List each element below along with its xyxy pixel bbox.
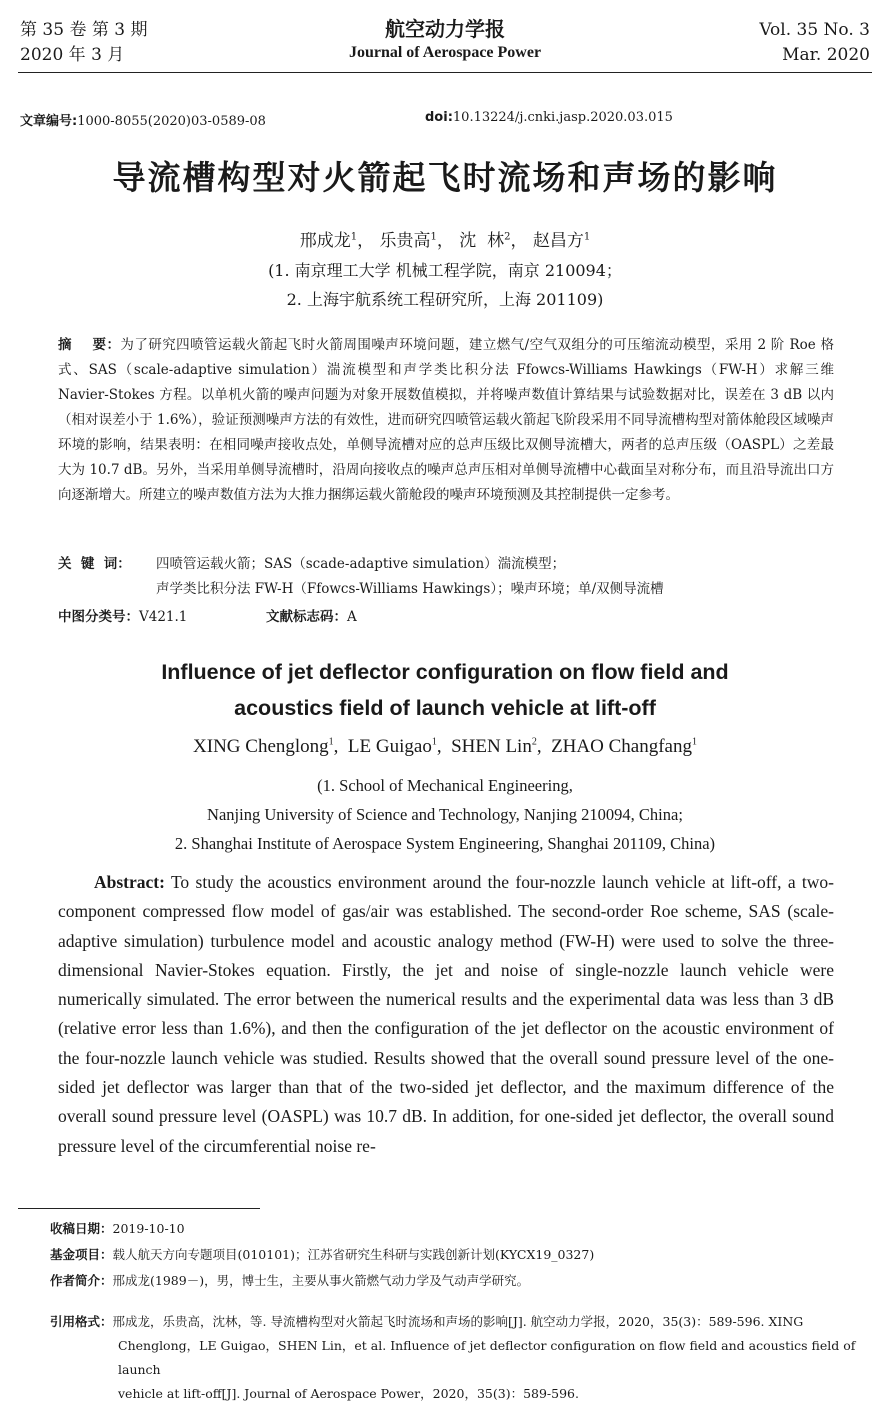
citation-label: 引用格式： — [50, 1314, 113, 1329]
journal-masthead — [0, 16, 890, 64]
citation-line-3: vehicle at lift-off[J]. Journal of Aerospace Power，2020，35(3)：589-596. — [118, 1386, 579, 1401]
received-value: 2019-10-10 — [112, 1221, 185, 1236]
funding-label: 基金项目： — [50, 1247, 113, 1262]
keywords-label: 关 键 词： — [58, 556, 131, 572]
article-number — [20, 110, 266, 129]
author-en: LE Guigao$^1$ — [347, 736, 437, 757]
header-divider — [18, 72, 872, 73]
journal-name-cn: 航空动力学报 — [385, 17, 505, 41]
abstract-en-text: To study the acoustics environment around the four-nozzle launch vehicle at lift-off, a two-component compressed flow model of gas/air was established. The second-order Roe scheme, SAS (scale-adaptive simulation) turbulence model and acoustic analogy method (FW-H) were used to solve the three-dimensional Navier-Stokes equation. Firstly, the jet and noise of single-nozzle launch vehicle were numerically simulated. The error between the numerical results and the experimental data was less than 3 dB (relative error less than 1.6%), and then the configuration of the jet deflector on the acoustic environment of the four-nozzle launch vehicle was studied. Results showed that the overall sound pressure level of the one-sided jet deflector was larger than that of the two-sided jet deflector, and the maximum difference of the overall sound pressure level (OASPL) was 10.7 dB. In addition, for one-sided jet deflector, the overall sound pressure level of the circumferential noise re- — [58, 872, 834, 1156]
funding — [50, 1245, 594, 1265]
article-number-label: 文章编号: — [20, 114, 78, 129]
citation — [50, 1310, 872, 1406]
author-bio — [50, 1271, 529, 1291]
funding-value: 载人航天方向专题项目(010101)；江苏省研究生科研与实践创新计划(KYCX19_0327) — [112, 1247, 595, 1262]
title-en-line-1: Influence of jet deflector configuration on flow field and — [161, 660, 729, 684]
affiliation-cn-2: 2. 上海宇航系统工程研究所，上海 201109) — [286, 290, 604, 309]
abstract-en — [58, 868, 834, 1161]
authors-en: XING Chenglong$^1$, LE Guigao$^1$, SHEN Lin$^2$, ZHAO Changfang$^1$ — [193, 736, 697, 757]
author-cn: 乐贵高$^1$ — [379, 231, 437, 251]
authors-cn: 邢成龙$^1$， 乐贵高$^1$， 沈 林$^2$， 赵昌方$^1$ — [299, 231, 591, 251]
author-en: ZHAO Changfang$^1$ — [551, 736, 697, 757]
author-cn: 邢成龙$^1$ — [299, 231, 358, 251]
abstract-en-label: Abstract: — [94, 872, 165, 892]
abstract-cn-text: 为了研究四喷管运载火箭起飞时火箭周围噪声环境问题，建立燃气/空气双组分的可压缩流动模型，采用 2 阶 Roe 格式、SAS（scale-adaptive simulation）湍流模型和声学类比积分法 Ffowcs-Williams Hawkings（FW-H）求解三维 Navier-Stokes 方程。以单机火箭的噪声问题为对象开展数值模拟，并将噪声数值计算结果与试验数据对比，误差在 3 dB 以内（相对误差小于 1.6%），验证预测噪声方法的有效性，进而研究四喷管运载火箭起飞阶段采用不同导流槽构型对箭体舱段区域噪声环境的影响，结果表明：在相同噪声接收点处，单侧导流槽对应的总声压级比双侧导流槽大，两者的总声压级（OASPL）之差最大为 10.7 dB。另外，当采用单侧导流槽时，沿周向接收点的噪声总声压相对单侧导流槽中心截面呈对称分布，而且沿导流出口方向逐渐增大。所建立的噪声数值方法为大推力捆绑运载火箭舱段的噪声环境预测及其控制提供一定参考。 — [58, 337, 834, 503]
received-date — [50, 1219, 185, 1239]
doi-label: doi: — [425, 110, 453, 125]
affiliation-cn-1: (1. 南京理工大学 机械工程学院，南京 210094； — [268, 261, 622, 280]
keywords-line-1: 四喷管运载火箭；SAS（scade-adaptive simulation）湍流模型； — [156, 556, 566, 572]
volume-issue-cn: 第 35 卷 第 3 期 — [20, 20, 148, 40]
abstract-cn-label: 摘 要： — [58, 337, 121, 353]
citation-line-1: 邢成龙，乐贵高，沈林，等. 导流槽构型对火箭起飞时流场和声场的影响[J]. 航空动力学报，2020，35(3)：589-596. XING — [112, 1314, 804, 1329]
keywords-line-2: 声学类比积分法 FW-H（Ffowcs-Williams Hawkings）；噪声环境；单/双侧导流槽 — [156, 581, 664, 597]
doc-code-value: A — [347, 609, 357, 625]
issue-info-en — [759, 18, 870, 68]
affiliation-en-2: Nanjing University of Science and Technology, Nanjing 210094, China; — [207, 805, 683, 824]
abstract-cn — [58, 333, 834, 508]
volume-issue-en: Vol. 35 No. 3 — [759, 20, 870, 40]
author-cn: 赵昌方$^1$ — [532, 231, 591, 251]
doi[interactable] — [425, 110, 673, 125]
title-en — [0, 654, 890, 726]
author-en: XING Chenglong$^1$ — [193, 736, 334, 757]
doc-code-label: 文献标志码： — [266, 609, 347, 625]
received-label: 收稿日期： — [50, 1221, 113, 1236]
classification — [58, 605, 834, 630]
footnote-divider — [18, 1208, 260, 1209]
author-en: SHEN Lin$^2$ — [451, 736, 537, 757]
author-bio-value: 邢成龙(1989－)，男，博士生，主要从事火箭燃气动力学及气动声学研究。 — [112, 1273, 530, 1288]
title-en-line-2: acoustics field of launch vehicle at lift-off — [234, 696, 656, 720]
keywords-cn — [58, 552, 834, 602]
clc-label: 中图分类号： — [58, 609, 139, 625]
affiliation-en-1: (1. School of Mechanical Engineering, — [317, 776, 573, 795]
date-en: Mar. 2020 — [782, 45, 870, 65]
journal-name-en: Journal of Aerospace Power — [348, 44, 542, 61]
title-cn: 导流槽构型对火箭起飞时流场和声场的影响 — [112, 158, 778, 197]
article-number-value: 1000-8055(2020)03-0589-08 — [77, 114, 266, 129]
citation-line-2: Chenglong，LE Guigao，SHEN Lin，et al. Influence of jet deflector configuration on flow field and acoustics field of launch — [118, 1338, 856, 1377]
date-cn: 2020 年 3 月 — [20, 45, 125, 65]
affiliation-en-3: 2. Shanghai Institute of Aerospace System Engineering, Shanghai 201109, China) — [174, 834, 716, 853]
author-bio-label: 作者简介： — [50, 1273, 113, 1288]
doi-value[interactable]: 10.13224/j.cnki.jasp.2020.03.015 — [452, 110, 673, 125]
author-cn: 沈 林$^2$ — [459, 231, 511, 251]
clc-value: V421.1 — [139, 609, 188, 625]
